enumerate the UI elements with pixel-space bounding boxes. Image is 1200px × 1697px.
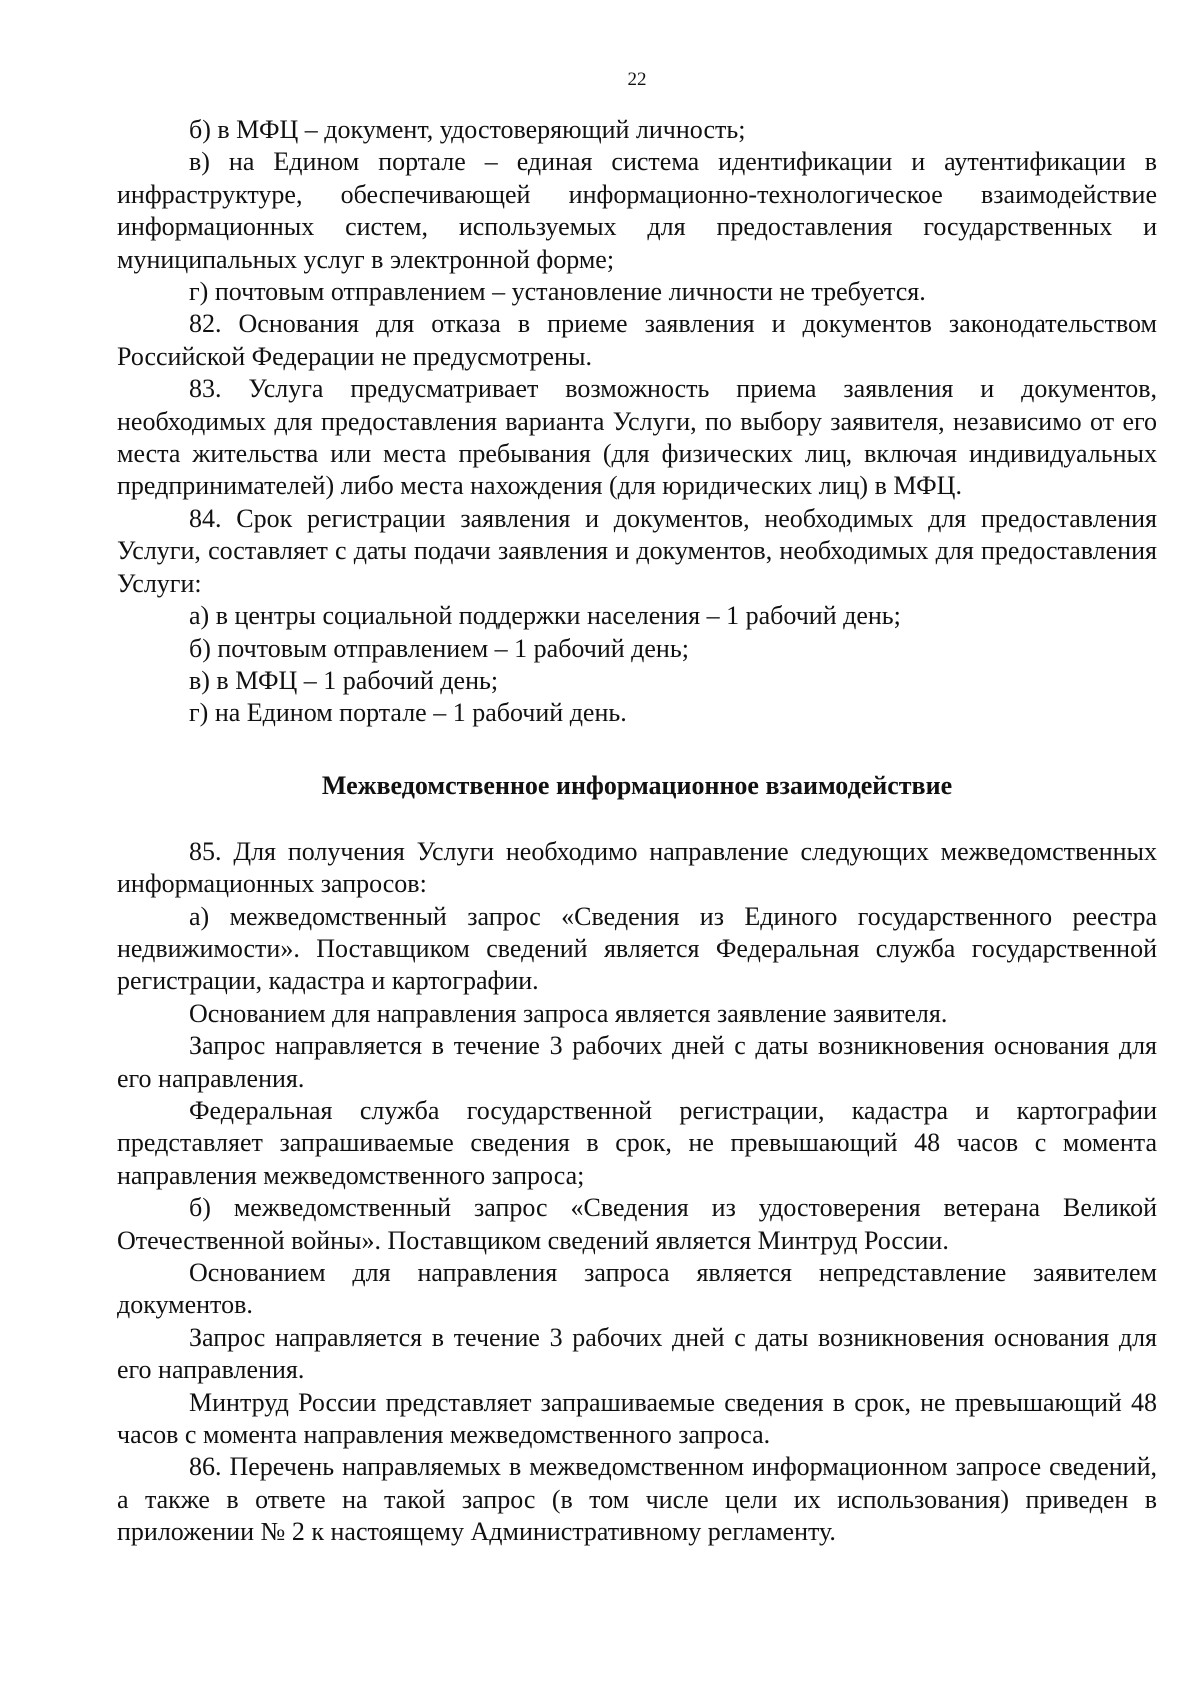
list-item-v: в) в МФЦ – 1 рабочий день;: [189, 665, 499, 695]
paragraph-85-a: а) межведомственный запрос «Сведения из Единого государственного реестра недвижимости». Поставщиком сведений является Федеральная служба государственной регистрации, кадастра и картографии.: [117, 901, 1157, 996]
list-item-g: г) на Едином портале – 1 рабочий день.: [189, 698, 627, 728]
paragraph-86: 86. Перечень направляемых в межведомственном информационном запросе сведений, а также в ответе на такой запрос (в том числе цели их использования) приведен в приложении № 2 к настоящему Административному регламенту.: [117, 1452, 1157, 1547]
paragraph-basis-2: Основанием для направления запроса является непредставление заявителем документов.: [117, 1258, 1157, 1320]
paragraph-mintrud: Минтруд России представляет запрашиваемые сведения в срок, не превышающий 48 часов с момента направления межведомственного запроса.: [117, 1387, 1157, 1450]
paragraph-b-mfc: б) в МФЦ – документ, удостоверяющий личность;: [189, 115, 746, 144]
list-item-a: а) в центры социальной поддержки населения – 1 рабочий день;: [189, 601, 901, 631]
paragraph-85: 85. Для получения Услуги необходимо направление следующих межведомственных информационных запросов:: [117, 836, 1157, 899]
document-page: [117, 0, 1157, 1549]
paragraph-83: 83. Услуга предусматривает возможность приема заявления и документов, необходимых для предоставления варианта Услуги, по выбору заявителя, независимо от его места жительства или места пребывания (для физических лиц, включая индивидуальных предпринимателей) либо места нахождения (для юридических лиц) в МФЦ.: [117, 374, 1157, 501]
paragraph-timing-1: Запрос направляется в течение 3 рабочих дней с даты возникновения основания для его направления.: [117, 1031, 1157, 1093]
paragraph-82: 82. Основания для отказа в приеме заявления и документов законодательством Российской Федерации не предусмотрены.: [117, 309, 1157, 371]
paragraph-v-portal: в) на Едином портале – единая система идентификации и аутентификации в инфраструктуре, обеспечивающей информационно-технологическое взаимодействие информационных систем, используемых для предоставления государственных и муниципальных услуг в электронной форме;: [117, 147, 1157, 274]
paragraph-85-b: б) межведомственный запрос «Сведения из удостоверения ветерана Великой Отечественной войны». Поставщиком сведений является Минтруд России.: [117, 1193, 1157, 1255]
paragraph-basis-1: Основанием для направления запроса является заявление заявителя.: [189, 998, 948, 1028]
section-heading: Межведомственное информационное взаимодействие: [321, 770, 953, 800]
page-number: 22: [627, 69, 647, 90]
paragraph-timing-2: Запрос направляется в течение 3 рабочих дней с даты возникновения основания для его направления.: [117, 1322, 1157, 1385]
paragraph-84: 84. Срок регистрации заявления и документов, необходимых для предоставления Услуги, составляет с даты подачи заявления и документов, необходимых для предоставления Услуги:: [117, 503, 1157, 598]
paragraph-g-post: г) почтовым отправлением – установление личности не требуется.: [189, 277, 926, 307]
list-item-b: б) почтовым отправлением – 1 рабочий день;: [189, 633, 689, 663]
paragraph-rosreestr: Федеральная служба государственной регистрации, кадастра и картографии представляет запрашиваемые сведения в срок, не превышающий 48 часов с момента направления межведомственного запроса;: [117, 1095, 1157, 1190]
